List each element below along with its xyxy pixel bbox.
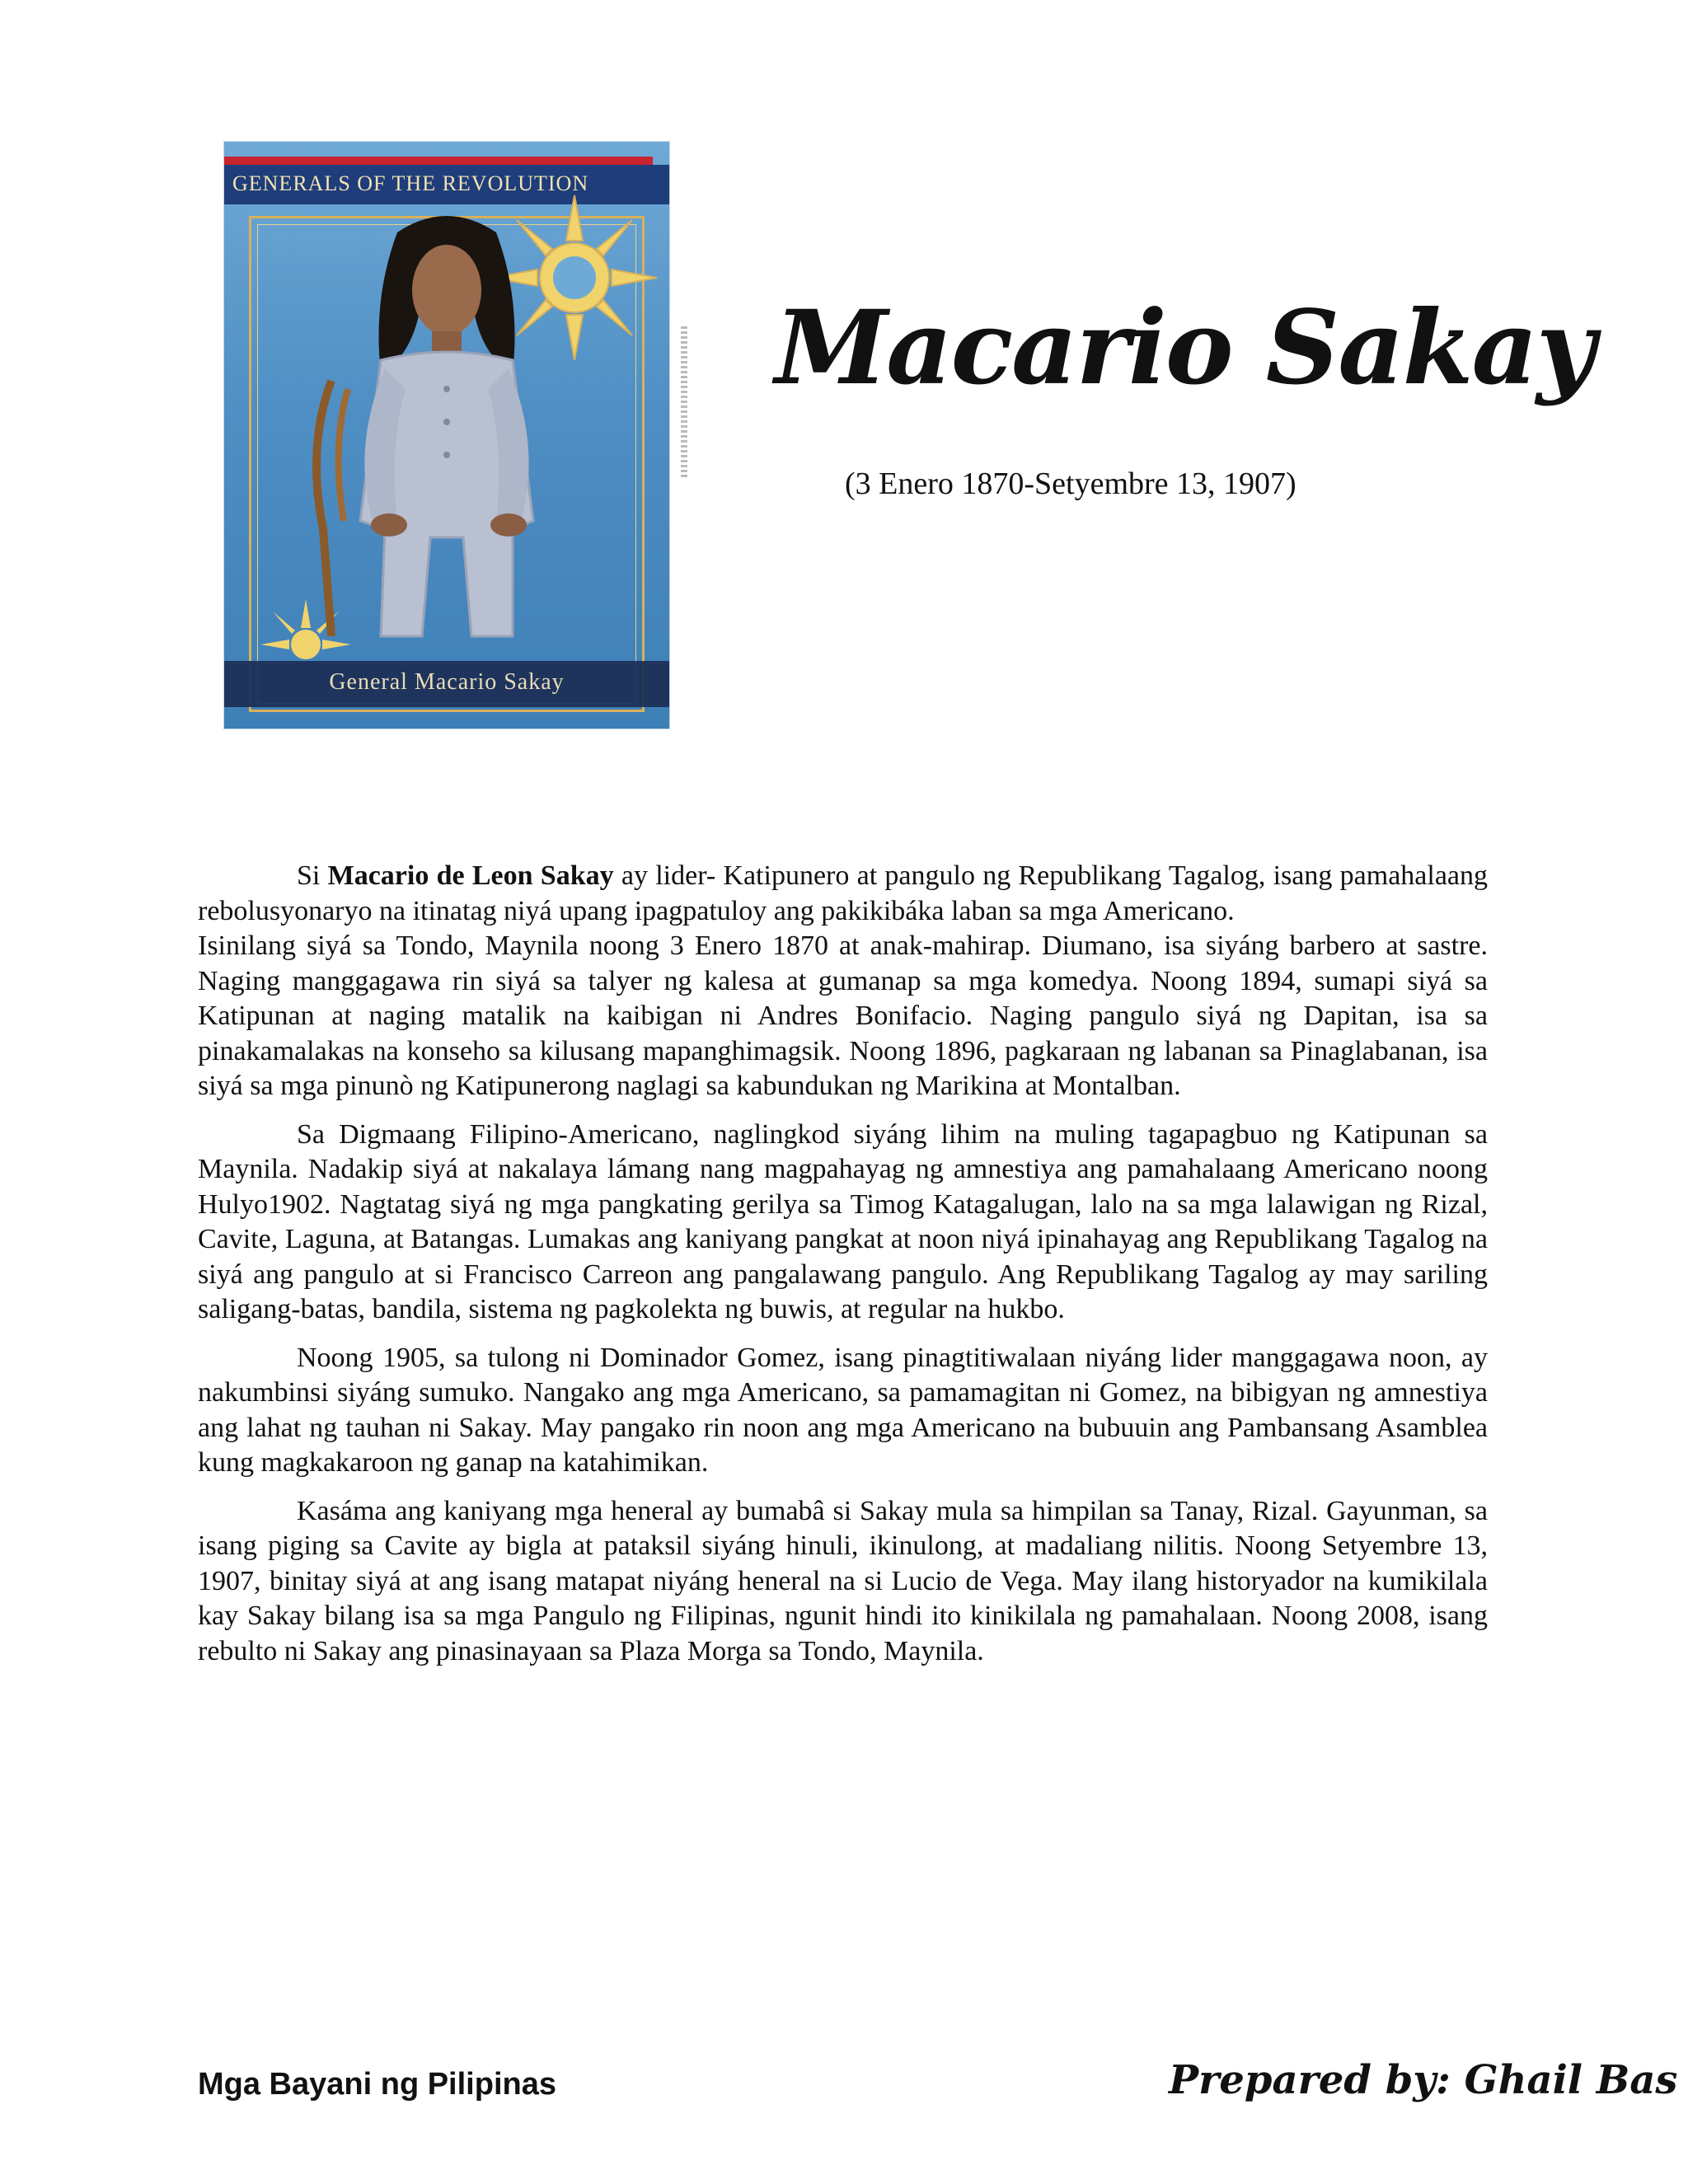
paragraph-1-text: ay lider- Katipunero at pangulo ng Republikang Tagalog, isang pamahalaang rebolusyonaryo na itinatag niyá upang ipagpatuloy ang pakikibáka laban sa mga Americano. [198,860,1489,926]
portrait-card [224,142,669,729]
paragraph-1 [198,859,1488,929]
paragraph-3: Sa Digmaang Filipino-Americano, naglingkod siyáng lihim na muling tagapagbuo ng Katipunan sa Maynila. Nadakip siyá at nakalaya lámang nang magpahayag ng amnestiya ang pamahalaang Americano noong Hulyo1902. Nagtatag siyá ng mga pangkating gerilya sa Timog Katagalugan, lalo na sa mga lalawigan ng Rizal, Cavite, Laguna, at Batangas. Lumakas ang kaniyang pangkat at noon niyá ipinahayag ang Republikang Tagalog na siyá ang pangulo at si Francisco Carreon ang pangalawang pangulo. Ang Republikang Tagalog ay may sariling saligang-batas, bandila, sistema ng pagkolekta ng buwis, at regular na hukbo. [198,1118,1488,1324]
seated-figure-portrait [274,175,620,669]
banner-red-stripe [224,157,653,165]
card-edge-strip [681,326,687,480]
life-dates: (3 Enero 1870-Setyembre 13, 1907) [845,466,1296,501]
paragraph-4: Noong 1905, sa tulong ni Dominador Gomez, isang pinagtitiwalaan niyáng lider manggagawa noon, ay nakumbinsi siyáng sumuko. Nangako ang mga Americano, sa pamamagitan ni Gomez, na bibigyan ng amnestiya ang lahat ng tauhan ni Sakay. May pangako rin noon ang mga Americano na bubuuin ang Pambansang Asamblea kung magkakaroon ng ganap na katahimikan. [198,1342,1488,1478]
biography-body [198,859,1488,1669]
paragraph-1-prefix: Si [297,860,328,891]
paragraph-5: Kasáma ang kaniyang mga heneral ay bumabâ si Sakay mula sa himpilan sa Tanay, Rizal. Gayunman, sa isang piging sa Cavite ay bigla at pataksil siyáng hinuli, ikinulong, at madaliang nilitis. Noong Setyembre 13, 1907, binitay siyá at ang isang matapat niyáng heneral na si Lucio de Vega. May ilang historyador na kumikilala kay Sakay bilang isa sa mga Pangulo ng Filipinas, ngunit hindi ito kinikilala ng pamahalaan. Noong 2008, isang rebulto ni Sakay ang pinasinayaan sa Plaza Morga sa Tondo, Maynila. [198,1495,1488,1666]
footer-author: Prepared by: Ghail Bas [1169,2057,1678,2103]
card-banner-text: GENERALS OF THE REVOLUTION [232,171,589,195]
subject-name: Macario de Leon Sakay [327,860,614,891]
page-title: Macario Sakay [775,288,1594,408]
paragraph-2: Isinilang siyá sa Tondo, Maynila noong 3 Enero 1870 at anak-mahirap. Diumano, isa siyáng barbero at sastre. Naging manggagawa rin siyá sa talyer ng kalesa at gumanap sa mga komedya. Noong 1894, sumapi siyá sa Katipunan at naging matalik na kaibigan ni Andres Bonifacio. Naging pangulo siyá ng Dapitan, isa sa pinakamalakas na konseho sa kilusang mapanghimagsik. Noong 1896, pagkaraan ng labanan sa Pinaglabanan, isa siyá sa mga pinunò ng Katipunerong naglagi sa kabundukan ng Marikina at Montalban. [198,930,1488,1101]
card-caption: General Macario Sakay [329,669,565,695]
footer-series-title: Mga Bayani ng Pilipinas [198,2067,556,2102]
